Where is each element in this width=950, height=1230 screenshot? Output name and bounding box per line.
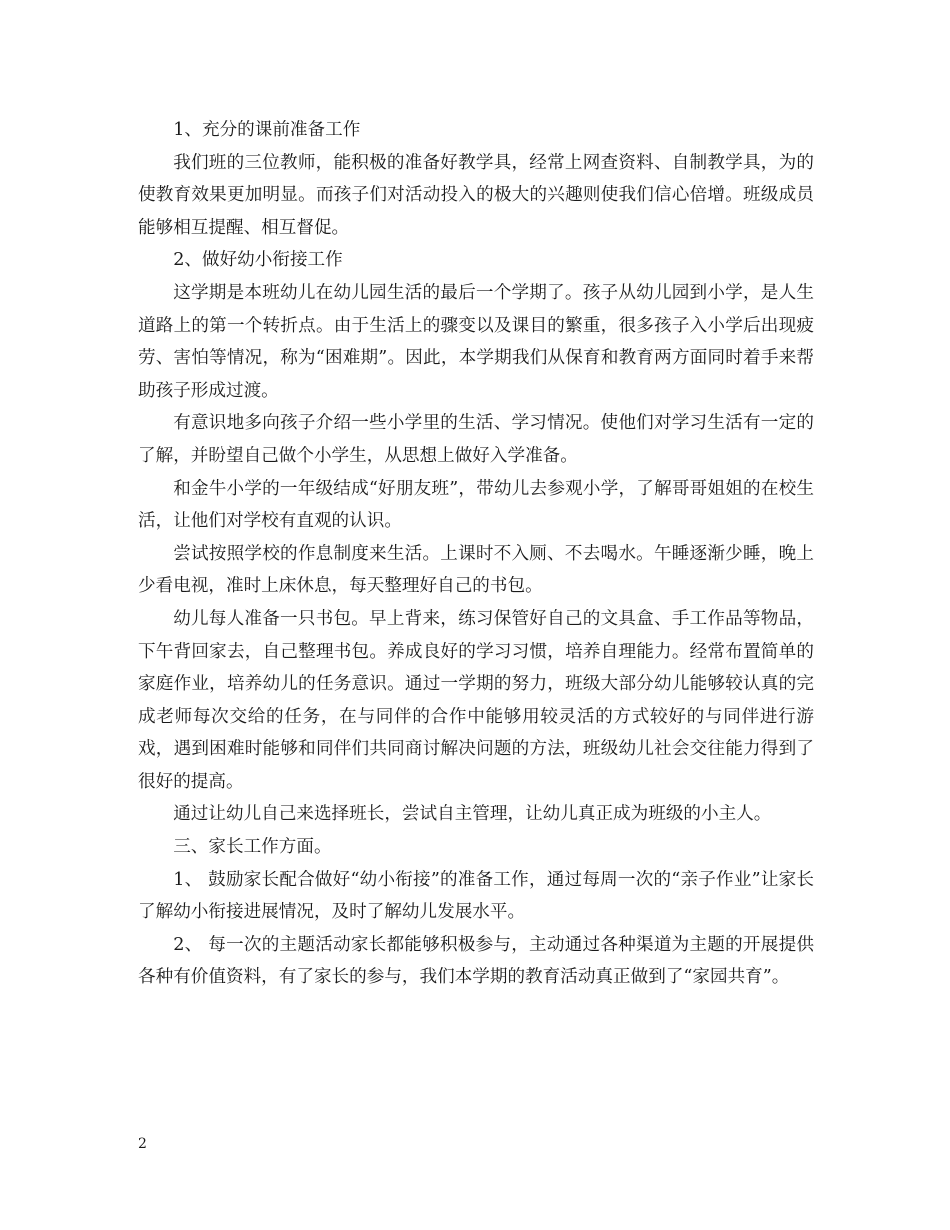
document-body — [138, 114, 814, 994]
list-item: 2、 每一次的主题活动家长都能够积极参与，主动通过各种渠道为主题的开展提供各种有价值资料，有了家长的参与，我们本学期的教育活动真正做到了“家园共育”。 — [138, 934, 814, 988]
list-item: 1、 鼓励家长配合做好“幼小衔接”的准备工作，通过每周一次的“亲子作业”让家长了解幼小衔接进展情况，及时了解幼儿发展水平。 — [138, 869, 814, 923]
paragraph: 通过让幼儿自己来选择班长，尝试自主管理，让幼儿真正成为班级的小主人。 — [173, 804, 772, 825]
section-heading: 1、充分的课前准备工作 — [173, 120, 361, 140]
page-number: 2 — [138, 1136, 147, 1152]
section-heading: 三、家长工作方面。 — [173, 837, 332, 858]
paragraph: 幼儿每人准备一只书包。早上背来，练习保管好自己的文具盒、手工作品等物品，下午背回家去，自己整理书包。养成良好的学习习惯，培养自理能力。经常布置简单的家庭作业，培养幼儿的任务意识。通过一学期的努力，班级大部分幼儿能够较认真的完成老师每次交给的任务，在与同伴的合作中能够用较灵活的方式较好的与同伴进行游戏，遇到困难时能够和同伴们共同商讨解决问题的方法，班级幼儿社会交往能力得到了很好的提高。 — [138, 608, 814, 792]
paragraph: 我们班的三位教师，能积极的准备好教学具，经常上网查资料、自制教学具，为的使教育效果更加明显。而孩子们对活动投入的极大的兴趣则使我们信心倍增。班级成员能够相互提醒、相互督促。 — [138, 152, 814, 238]
section-heading: 2、做好幼小衔接工作 — [173, 250, 343, 271]
paragraph: 有意识地多向孩子介绍一些小学里的生活、学习情况。使他们对学习生活有一定的了解，并盼望自己做个小学生，从思想上做好入学准备。 — [138, 413, 814, 466]
paragraph: 和金牛小学的一年级结成“好朋友班”，带幼儿去参观小学，了解哥哥姐姐的在校生活，让他们对学校有直观的认识。 — [138, 478, 814, 532]
paragraph: 尝试按照学校的作息制度来生活。上课时不入厕、不去喝水。午睡逐渐少睡，晚上少看电视，准时上床休息，每天整理好自己的书包。 — [138, 543, 814, 597]
paragraph: 这学期是本班幼儿在幼儿园生活的最后一个学期了。孩子从幼儿园到小学，是人生道路上的第一个转折点。由于生活上的骤变以及课目的繁重，很多孩子入小学后出现疲劳、害怕等情况，称为“困难期”。因此，本学期我们从保育和教育两方面同时着手来帮助孩子形成过渡。 — [138, 282, 814, 401]
